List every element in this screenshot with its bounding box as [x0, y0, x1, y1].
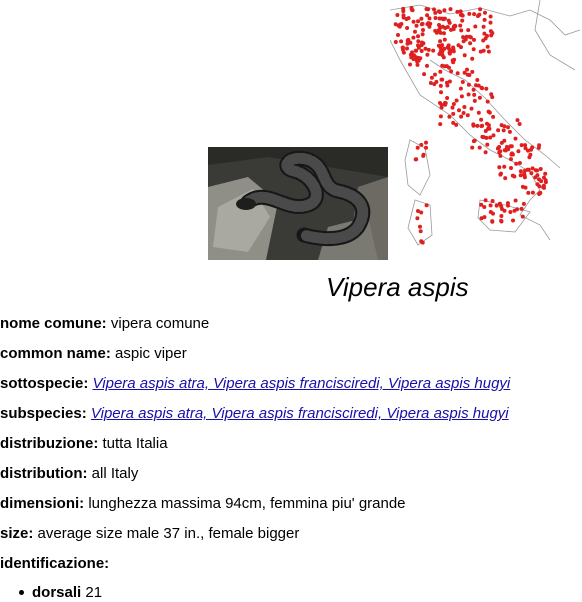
occurrence-dot — [415, 24, 419, 28]
occurrence-dot — [472, 38, 476, 42]
occurrence-dot — [425, 64, 429, 68]
occurrence-dot — [453, 24, 457, 28]
occurrence-dot — [478, 96, 482, 100]
occurrence-dot — [508, 210, 512, 214]
occurrence-dot — [470, 70, 474, 74]
occurrence-dot — [484, 136, 488, 140]
occurrence-dot — [456, 71, 460, 75]
occurrence-dot — [516, 149, 520, 153]
row-dimensioni — [0, 495, 406, 513]
occurrence-dot — [402, 16, 406, 20]
occurrence-dot — [481, 39, 485, 43]
occurrence-dot — [472, 139, 476, 143]
occurrence-dot — [500, 141, 504, 145]
occurrence-dot — [503, 176, 507, 180]
occurrence-dot — [530, 145, 534, 149]
row-distribuzione — [0, 435, 168, 453]
occurrence-dot — [424, 141, 428, 145]
occurrence-dot — [479, 203, 483, 207]
occurrence-dot — [485, 122, 489, 126]
occurrence-dot — [439, 90, 443, 94]
occurrence-dot — [498, 202, 502, 206]
occurrence-dot — [467, 12, 471, 16]
occurrence-dot — [442, 47, 446, 51]
occurrence-dot — [489, 203, 493, 207]
occurrence-dot — [497, 165, 501, 169]
occurrence-dot — [470, 107, 474, 111]
occurrence-dot — [514, 137, 518, 141]
occurrence-dot — [520, 207, 524, 211]
occurrence-dot — [535, 173, 539, 177]
occurrence-dot — [449, 7, 453, 11]
occurrence-dot — [416, 63, 420, 67]
occurrence-dot — [460, 94, 464, 98]
occurrence-dot — [422, 72, 426, 76]
occurrence-dot — [459, 28, 463, 32]
occurrence-dot — [526, 191, 530, 195]
occurrence-dot — [514, 199, 518, 203]
occurrence-dot — [489, 15, 493, 19]
distribution-value: all Italy — [91, 465, 139, 482]
occurrence-dot — [499, 214, 503, 218]
occurrence-dot — [491, 199, 495, 203]
occurrence-dot — [467, 93, 471, 97]
size-label: size: — [0, 525, 34, 542]
occurrence-dot — [470, 146, 474, 150]
dimensioni-value: lunghezza massima 94cm, femmina piu' grande — [88, 495, 406, 512]
occurrence-dot — [432, 82, 436, 86]
dorsali-label: dorsali — [32, 584, 82, 601]
occurrence-dot — [437, 9, 441, 13]
occurrence-dot — [463, 53, 467, 57]
occurrence-dot — [429, 81, 433, 85]
occurrence-dot — [467, 73, 471, 77]
occurrence-dot — [484, 150, 488, 154]
occurrence-dot — [433, 11, 437, 15]
occurrence-dot — [455, 99, 459, 103]
occurrence-dot — [511, 153, 515, 157]
occurrence-dot — [419, 143, 423, 147]
occurrence-dot — [455, 10, 459, 14]
occurrence-dot — [487, 110, 491, 114]
row-subspecies — [0, 405, 509, 423]
row-distribution — [0, 465, 138, 483]
occurrence-dot — [513, 209, 517, 213]
occurrence-dot — [416, 39, 420, 43]
occurrence-dot — [416, 34, 420, 38]
occurrence-dot — [542, 176, 546, 180]
distribuzione-value: tutta Italia — [102, 435, 168, 452]
occurrence-dot — [442, 17, 446, 21]
occurrence-dot — [461, 80, 465, 84]
occurrence-dot — [414, 157, 418, 161]
occurrence-dot — [488, 136, 492, 140]
subspecies-label: subspecies: — [0, 405, 87, 422]
occurrence-dot — [498, 154, 502, 158]
occurrence-dot — [447, 19, 451, 23]
occurrence-dot — [402, 51, 406, 55]
occurrence-dot — [506, 201, 510, 205]
occurrence-dot — [538, 191, 542, 195]
occurrence-dot — [487, 50, 491, 54]
row-identificazione — [0, 555, 109, 573]
occurrence-dot — [454, 123, 458, 127]
occurrence-dot — [463, 71, 467, 75]
occurrence-dot — [486, 100, 490, 104]
occurrence-dot — [452, 102, 456, 106]
row-common-name — [0, 345, 187, 363]
occurrence-dot — [473, 99, 477, 103]
occurrence-dot — [439, 114, 443, 118]
nome-comune-label: nome comune: — [0, 315, 107, 332]
occurrence-dot — [537, 146, 541, 150]
occurrence-dot — [433, 29, 437, 33]
occurrence-dot — [427, 25, 431, 29]
occurrence-dot — [468, 41, 472, 45]
occurrence-dot — [457, 43, 461, 47]
occurrence-dot — [399, 39, 403, 43]
occurrence-dot — [433, 73, 437, 77]
occurrence-dot — [413, 30, 417, 34]
occurrence-dot — [442, 8, 446, 12]
occurrence-dot — [430, 76, 434, 80]
occurrence-dot — [419, 211, 423, 215]
occurrence-dot — [462, 111, 466, 115]
occurrence-dot — [472, 12, 476, 16]
occurrence-dot — [415, 60, 419, 64]
occurrence-dot — [447, 115, 451, 119]
occurrence-dot — [475, 78, 479, 82]
occurrence-dot — [475, 124, 479, 128]
occurrence-dot — [480, 124, 484, 128]
occurrence-dot — [421, 28, 425, 32]
occurrence-dot — [502, 128, 506, 132]
dorsali-value: 21 — [85, 584, 103, 601]
occurrence-dot — [520, 143, 524, 147]
occurrence-dot — [443, 38, 447, 42]
identificazione-label: identificazione: — [0, 555, 110, 572]
nome-comune-value: vipera comune — [110, 315, 210, 332]
occurrence-dot — [416, 19, 420, 23]
occurrence-dot — [411, 36, 415, 40]
occurrence-dot — [438, 122, 442, 126]
occurrence-dot — [465, 35, 469, 39]
occurrence-dot — [480, 135, 484, 139]
occurrence-dot — [412, 20, 416, 24]
occurrence-dot — [510, 144, 514, 148]
occurrence-dot — [500, 220, 504, 224]
occurrence-dot — [489, 33, 493, 37]
occurrence-dot — [428, 16, 432, 20]
occurrence-dot — [449, 69, 453, 73]
occurrence-dot — [425, 203, 429, 207]
occurrence-dot — [478, 146, 482, 150]
occurrence-dot — [490, 220, 494, 224]
occurrence-dot — [518, 122, 522, 126]
occurrence-dot — [489, 29, 493, 33]
occurrence-dot — [405, 47, 409, 51]
occurrence-dot — [410, 6, 414, 10]
row-size — [0, 525, 299, 543]
occurrence-dot — [426, 21, 430, 25]
occurrence-dot — [478, 7, 482, 11]
occurrence-dot — [438, 39, 442, 43]
occurrence-dot — [506, 147, 510, 151]
occurrence-dot — [424, 47, 428, 51]
occurrence-dot — [506, 125, 510, 129]
occurrence-dot — [521, 215, 525, 219]
occurrence-dot — [480, 216, 484, 220]
occurrence-dot — [445, 96, 449, 100]
size-value: average size male 37 in., female bigger — [37, 525, 300, 542]
occurrence-dot — [543, 172, 547, 176]
occurrence-dot — [508, 130, 512, 134]
occurrence-dot — [498, 149, 502, 153]
occurrence-dot — [509, 157, 513, 161]
occurrence-dot — [531, 166, 535, 170]
occurrence-dot — [518, 161, 522, 165]
occurrence-dot — [519, 169, 523, 173]
occurrence-dot — [484, 87, 488, 91]
occurrence-dot — [396, 33, 400, 37]
occurrence-dot — [489, 210, 493, 214]
identificazione-list — [0, 584, 102, 602]
occurrence-dot — [434, 16, 438, 20]
occurrence-dot — [439, 31, 443, 35]
occurrence-dot — [443, 103, 447, 107]
occurrence-dot — [426, 7, 430, 11]
occurrence-dot — [459, 115, 463, 119]
occurrence-dot — [459, 87, 463, 91]
occurrence-dot — [509, 166, 513, 170]
occurrence-dot — [492, 133, 496, 137]
occurrence-dot — [416, 43, 420, 47]
occurrence-dot — [421, 241, 425, 245]
occurrence-dot — [477, 84, 481, 88]
occurrence-dot — [446, 45, 450, 49]
occurrence-dot — [470, 57, 474, 61]
occurrence-dot — [442, 31, 446, 35]
occurrence-dot — [443, 26, 447, 30]
occurrence-dot — [440, 64, 444, 68]
occurrence-dot — [485, 34, 489, 38]
occurrence-dot — [451, 112, 455, 116]
occurrence-dot — [421, 32, 425, 36]
occurrence-dot — [437, 23, 441, 27]
occurrence-dot — [418, 225, 422, 229]
occurrence-dot — [466, 113, 470, 117]
occurrence-dot — [438, 70, 442, 74]
occurrence-dot — [419, 17, 423, 21]
occurrence-dot — [394, 40, 398, 44]
occurrence-dot — [405, 26, 409, 30]
occurrence-dot — [477, 111, 481, 115]
occurrence-dot — [450, 49, 454, 53]
occurrence-dot — [476, 14, 480, 18]
occurrence-dot — [527, 168, 531, 172]
occurrence-dot — [466, 28, 470, 32]
occurrence-dot — [473, 25, 477, 29]
occurrence-dot — [408, 63, 412, 67]
occurrence-dot — [486, 127, 490, 131]
occurrence-dot — [491, 115, 495, 119]
occurrence-dot — [537, 184, 541, 188]
row-sottospecie — [0, 375, 510, 393]
occurrence-dot — [511, 219, 515, 223]
occurrence-dot — [467, 83, 471, 87]
species-title: Vipera aspis — [326, 272, 469, 302]
common-name-label: common name: — [0, 345, 111, 362]
occurrence-dot — [424, 146, 428, 150]
occurrence-dot — [461, 14, 465, 18]
occurrence-dot — [516, 118, 520, 122]
occurrence-dot — [440, 78, 444, 82]
distribuzione-label: distribuzione: — [0, 435, 99, 452]
occurrence-dot — [527, 155, 531, 159]
occurrence-dot — [451, 60, 455, 64]
occurrence-dot — [529, 171, 533, 175]
occurrence-dot — [412, 53, 416, 57]
subspecies-link[interactable]: Vipera aspis atra, Vipera aspis francisciredi, Vipera aspis hugyi — [90, 405, 509, 422]
occurrence-dot — [490, 95, 494, 99]
occurrence-dot — [539, 167, 543, 171]
occurrence-dot — [425, 53, 429, 57]
occurrence-dot — [479, 118, 483, 122]
occurrence-dot — [416, 146, 420, 150]
occurrence-dot — [462, 105, 466, 109]
occurrence-dot — [496, 128, 500, 132]
sottospecie-label: sottospecie: — [0, 375, 89, 392]
occurrence-dot — [425, 13, 429, 17]
occurrence-dot — [472, 47, 476, 51]
occurrence-dot — [480, 86, 484, 90]
occurrence-dot — [471, 122, 475, 126]
occurrence-dot — [512, 175, 516, 179]
occurrence-dot — [535, 169, 539, 173]
occurrence-dot — [472, 93, 476, 97]
occurrence-dot — [486, 45, 490, 49]
occurrence-dot — [395, 13, 399, 17]
occurrence-dot — [531, 191, 535, 195]
occurrence-dot — [421, 22, 425, 26]
occurrence-dot — [503, 209, 507, 213]
occurrence-dot — [539, 179, 543, 183]
occurrence-dot — [432, 7, 436, 11]
occurrence-dot — [437, 52, 441, 56]
occurrence-dot — [485, 143, 489, 147]
occurrence-dot — [401, 46, 405, 50]
dimensioni-label: dimensioni: — [0, 495, 85, 512]
distribution-label: distribution: — [0, 465, 88, 482]
occurrence-dot — [420, 49, 424, 53]
occurrence-dot — [414, 49, 418, 53]
occurrence-dot — [482, 49, 486, 53]
occurrence-dot — [503, 148, 507, 152]
occurrence-dot — [499, 172, 503, 176]
occurrence-dot — [500, 123, 504, 127]
occurrence-dot — [419, 229, 423, 233]
occurrence-dot — [421, 154, 425, 158]
occurrence-dot — [484, 198, 488, 202]
occurrence-dot — [445, 84, 449, 88]
occurrence-dot — [482, 25, 486, 29]
occurrence-dot — [401, 9, 405, 13]
occurrence-dot — [483, 11, 487, 15]
list-item — [0, 584, 102, 602]
row-nome-comune — [0, 315, 209, 333]
occurrence-dot — [458, 24, 462, 28]
sottospecie-link[interactable]: Vipera aspis atra, Vipera aspis francisciredi, Vipera aspis hugyi — [92, 375, 511, 392]
occurrence-dot — [440, 106, 444, 110]
occurrence-dot — [457, 108, 461, 112]
occurrence-dot — [541, 185, 545, 189]
occurrence-dot — [483, 18, 487, 22]
occurrence-dot — [514, 162, 518, 166]
common-name-value: aspic viper — [115, 345, 187, 362]
occurrence-dot — [489, 21, 493, 25]
occurrence-dot — [524, 186, 528, 190]
occurrence-dot — [519, 173, 523, 177]
occurrence-dot — [406, 38, 410, 42]
occurrence-dot — [420, 43, 424, 47]
occurrence-dot — [416, 56, 420, 60]
occurrence-dot — [502, 165, 506, 169]
occurrence-dot — [522, 172, 526, 176]
italy-distribution-map — [390, 0, 582, 262]
occurrence-dot — [522, 202, 526, 206]
occurrence-dot — [415, 216, 419, 220]
occurrence-dot — [451, 106, 455, 110]
occurrence-dot — [431, 49, 435, 53]
occurrence-dot — [397, 24, 401, 28]
occurrence-dot — [526, 149, 530, 153]
occurrence-dot — [439, 84, 443, 88]
occurrence-dot — [407, 16, 411, 20]
occurrence-dot — [440, 43, 444, 47]
snake-photo — [208, 147, 388, 260]
occurrence-dot — [472, 88, 476, 92]
occurrence-dot — [460, 19, 464, 23]
occurrence-dot — [523, 143, 527, 147]
